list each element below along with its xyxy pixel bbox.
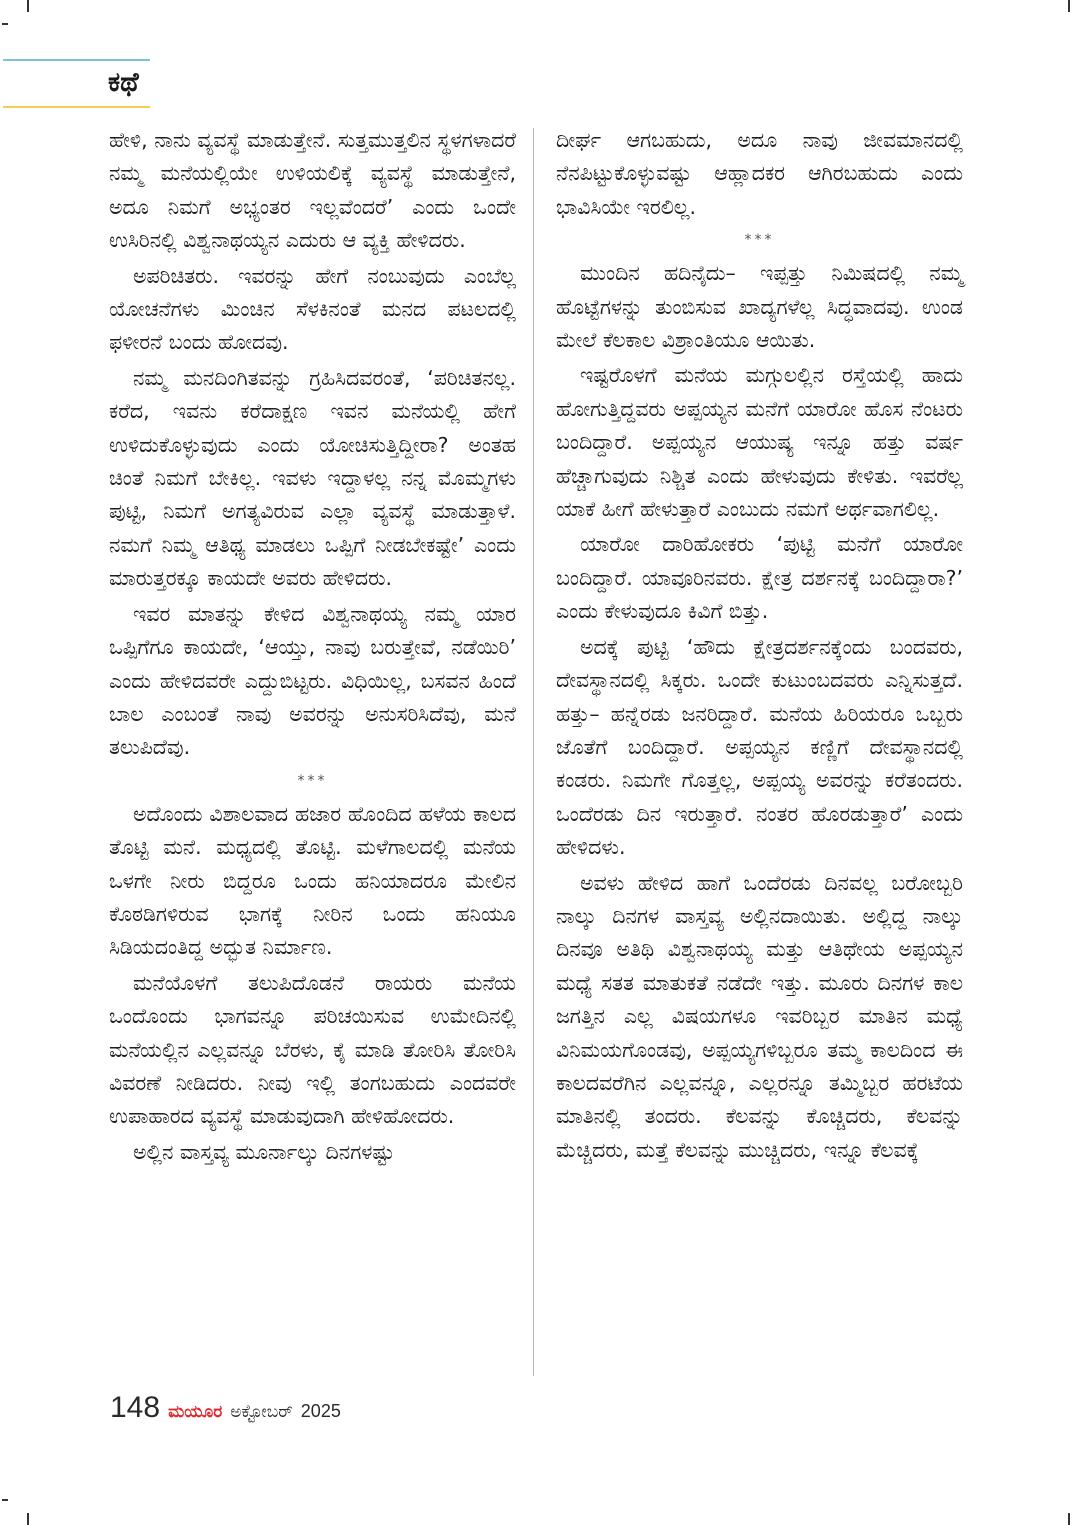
section-separator: ***: [744, 232, 775, 249]
article-paragraph: ನಮ್ಮ ಮನದಿಂಗಿತವನ್ನು ಗ್ರಹಿಸಿದವರಂತೆ, ‘ಪರಿಚಿತನಲ್ಲ. ಕರೆದ, ಇವನು ಕರೆದಾಕ್ಷಣ ಇವನ ಮನೆಯಲ್ಲಿ ಹೇಗೆ ಉಳಿದುಕೊಳ್ಳುವುದು ಎಂದು ಯೋಚಿಸುತ್ತಿದ್ದೀರಾ? ಅಂತಹ ಚಿಂತೆ ನಿಮಗೆ ಬೇಕಿಲ್ಲ. ಇವಳು ಇದ್ದಾಳಲ್ಲ ನನ್ನ ಮೊಮ್ಮಗಳು ಪುಟ್ಟಿ, ನಿಮಗೆ ಅಗತ್ಯವಿರುವ ಎಲ್ಲಾ ವ್ಯವಸ್ಥೆ ಮಾಡುತ್ತಾಳೆ. ನಮಗೆ ನಿಮ್ಮ ಆತಿಥ್ಯ ಮಾಡಲು ಒಪ್ಪಿಗೆ ನೀಡಬೇಕಷ್ಟೇ’ ಎಂದು ಮಾರುತ್ತರಕ್ಕೂ ಕಾಯದೇ ಅವರು ಹೇಳಿದರು.: [109, 365, 516, 591]
crop-mark-bottom-left: [27, 1513, 29, 1525]
page-footer: [110, 1391, 341, 1425]
article-paragraph: ಮುಂದಿನ ಹದಿನೈದು– ಇಪ್ಪತ್ತು ನಿಮಿಷದಲ್ಲಿ ನಮ್ಮ ಹೊಟ್ಟೆಗಳನ್ನು ತುಂಬಿಸುವ ಖಾದ್ಯಗಳೆಲ್ಲ ಸಿದ್ಧವಾದವು. ಉಂಡ ಮೇಲೆ ಕೆಲಕಾಲ ವಿಶ್ರಾಂತಿಯೂ ಆಯಿತು.: [556, 261, 963, 353]
article-column-right: [556, 124, 963, 1167]
article-column-left: [109, 124, 516, 1169]
article-paragraph: ಅದಕ್ಕೆ ಪುಟ್ಟಿ ‘ಹೌದು ಕ್ಷೇತ್ರದರ್ಶನಕ್ಕೆಂದು ಬಂದವರು, ದೇವಸ್ಥಾನದಲ್ಲಿ ಸಿಕ್ಕರು. ಒಂದೇ ಕುಟುಂಬದವರು ಎನ್ನಿಸುತ್ತದೆ. ಹತ್ತು– ಹನ್ನೆರಡು ಜನರಿದ್ದಾರೆ. ಮನೆಯ ಹಿರಿಯರೂ ಒಬ್ಬರು ಜೊತೆಗೆ ಬಂದಿದ್ದಾರೆ. ಅಪ್ಪಯ್ಯನ ಕಣ್ಣಿಗೆ ದೇವಸ್ಥಾನದಲ್ಲಿ ಕಂಡರು. ನಿಮಗೇ ಗೊತ್ತಲ್ಲ, ಅಪ್ಪಯ್ಯ ಅವರನ್ನು ಕರೆತಂದರು. ಒಂದೆರಡು ದಿನ ಇರುತ್ತಾರೆ. ನಂತರ ಹೊರಡುತ್ತಾರೆ’ ಎಂದು ಹೇಳಿದಳು.: [556, 634, 963, 860]
article-paragraph: ದೀರ್ಘ ಆಗಬಹುದು, ಅದೂ ನಾವು ಜೀವಮಾನದಲ್ಲಿ ನೆನಪಿಟ್ಟುಕೊಳ್ಳುವಷ್ಟು ಆಹ್ಲಾದಕರ ಆಗಿರಬಹುದು ಎಂದು ಭಾವಿಸಿಯೇ ಇರಲಿಲ್ಲ.: [556, 128, 963, 219]
issue-year: 2025: [300, 1401, 341, 1421]
crop-mark-left-upper: [2, 23, 8, 25]
article-paragraph: ಯಾರೋ ದಾರಿಹೋಕರು ‘ಪುಟ್ಟಿ ಮನೆಗೆ ಯಾರೋ ಬಂದಿದ್ದಾರೆ. ಯಾವೂರಿನವರು. ಕ್ಷೇತ್ರ ದರ್ಶನಕ್ಕೆ ಬಂದಿದ್ದಾರಾ?’ ಎಂದು ಕೇಳುವುದೂ ಕಿವಿಗೆ ಬಿತ್ತು.: [556, 532, 963, 624]
page-number: 148: [110, 1391, 161, 1424]
crop-mark-top-left: [27, 0, 29, 12]
article-paragraph: ಅವಳು ಹೇಳಿದ ಹಾಗೆ ಒಂದೆರಡು ದಿನವಲ್ಲ ಬರೋಬ್ಬರಿ ನಾಲ್ಕು ದಿನಗಳ ವಾಸ್ತವ್ಯ ಅಲ್ಲಿನದಾಯಿತು. ಅಲ್ಲಿದ್ದ ನಾಲ್ಕು ದಿನವೂ ಅತಿಥಿ ವಿಶ್ವನಾಥಯ್ಯ ಮತ್ತು ಆತಿಥೇಯ ಅಪ್ಪಯ್ಯನ ಮಧ್ಯೆ ಸತತ ಮಾತುಕತೆ ನಡೆದೇ ಇತ್ತು. ಮೂರು ದಿನಗಳ ಕಾಲ ಜಗತ್ತಿನ ಎಲ್ಲ ವಿಷಯಗಳೂ ಇವರಿಬ್ಬರ ಮಾತಿನ ಮಧ್ಯೆ ವಿನಿಮಯಗೊಂಡವು, ಅಪ್ಪಯ್ಯಗಳಿಬ್ಬರೂ ತಮ್ಮ ಕಾಲದಿಂದ ಈ ಕಾಲದವರೆಗಿನ ಎಲ್ಲವನ್ನೂ, ಎಲ್ಲರನ್ನೂ ತಮ್ಮಿಬ್ಬರ ಹರಟೆಯ ಮಾತಿನಲ್ಲಿ ತಂದರು. ಕೆಲವನ್ನು ಕೊಚ್ಚಿದರು, ಕೆಲವನ್ನು ಮೆಚ್ಚಿದರು, ಮತ್ತೆ ಕೆಲವನ್ನು ಮುಚ್ಚಿದರು, ಇನ್ನೂ ಕೆಲವಕ್ಕೆ: [556, 870, 963, 1162]
article-paragraph: ಇವರ ಮಾತನ್ನು ಕೇಳಿದ ವಿಶ್ವನಾಥಯ್ಯ ನಮ್ಮ ಯಾರ ಒಪ್ಪಿಗೆಗೂ ಕಾಯದೇ, ‘ಆಯ್ತು, ನಾವು ಬರುತ್ತೇವೆ, ನಡೆಯಿರಿ’ ಎಂದು ಹೇಳಿದವರೇ ಎದ್ದುಬಿಟ್ಟರು. ವಿಧಿಯಿಲ್ಲ, ಬಸವನ ಹಿಂದೆ ಬಾಲ ಎಂಬಂತೆ ನಾವು ಅವರನ್ನು ಅನುಸರಿಸಿದೆವು, ಮನೆ ತಲುಪಿದೆವು.: [109, 601, 516, 760]
section-title: ಕಥೆ: [108, 67, 139, 98]
crop-mark-left-lower: [2, 1499, 8, 1501]
article-paragraph: ಹೇಳಿ, ನಾನು ವ್ಯವಸ್ಥೆ ಮಾಡುತ್ತೇನೆ. ಸುತ್ತಮುತ್ತಲಿನ ಸ್ಥಳಗಳಾದರೆ ನಮ್ಮ ಮನೆಯಲ್ಲಿಯೇ ಉಳಿಯಲಿಕ್ಕೆ ವ್ಯವಸ್ಥೆ ಮಾಡುತ್ತೇನೆ, ಅದೂ ನಿಮಗೆ ಅಭ್ಯಂತರ ಇಲ್ಲವೆಂದರೆ’ ಎಂದು ಒಂದೇ ಉಸಿರಿನಲ್ಲಿ ವಿಶ್ವನಾಥಯ್ಯನ ಎದುರು ಆ ವ್ಯಕ್ತಿ ಹೇಳಿದರು.: [109, 128, 516, 253]
article-paragraph: ಅದೊಂದು ವಿಶಾಲವಾದ ಹಜಾರ ಹೊಂದಿದ ಹಳೆಯ ಕಾಲದ ತೊಟ್ಟಿ ಮನೆ. ಮಧ್ಯದಲ್ಲಿ ತೊಟ್ಟಿ. ಮಳೆಗಾಲದಲ್ಲಿ ಮನೆಯ ಒಳಗೇ ನೀರು ಬಿದ್ದರೂ ಒಂದು ಹನಿಯಾದರೂ ಮೇಲಿನ ಕೊಠಡಿಗಳಿರುವ ಭಾಗಕ್ಕೆ ನೀರಿನ ಒಂದು ಹನಿಯೂ ಸಿಡಿಯದಂತಿದ್ದ ಅದ್ಭುತ ನಿರ್ಮಾಣ.: [109, 801, 516, 960]
issue-month: ಅಕ್ಟೋಬರ್: [230, 1402, 293, 1422]
magazine-logo: ಮಯೂರ: [168, 1402, 223, 1422]
section-header-top-rule: [3, 59, 150, 61]
article-paragraph: ಇಷ್ಟರೊಳಗೆ ಮನೆಯ ಮಗ್ಗುಲಲ್ಲಿನ ರಸ್ತೆಯಲ್ಲಿ ಹಾದು ಹೋಗುತ್ತಿದ್ದವರು ಅಪ್ಪಯ್ಯನ ಮನೆಗೆ ಯಾರೋ ಹೊಸ ನೆಂಟರು ಬಂದಿದ್ದಾರೆ. ಅಪ್ಪಯ್ಯನ ಆಯುಷ್ಯ ಇನ್ನೂ ಹತ್ತು ವರ್ಷ ಹೆಚ್ಚಾಗುವುದು ನಿಶ್ಚಿತ ಎಂದು ಹೇಳುವುದು ಕೇಳಿತು. ಇವರೆಲ್ಲ ಯಾಕೆ ಹೀಗೆ ಹೇಳುತ್ತಾರೆ ಎಂಬುದು ನಮಗೆ ಅರ್ಥವಾಗಲಿಲ್ಲ.: [556, 363, 963, 522]
article-paragraph: ಮನೆಯೊಳಗೆ ತಲುಪಿದೊಡನೆ ರಾಯರು ಮನೆಯ ಒಂದೊಂದು ಭಾಗವನ್ನೂ ಪರಿಚಯಿಸುವ ಉಮೇದಿನಲ್ಲಿ ಮನೆಯಲ್ಲಿನ ಎಲ್ಲವನ್ನೂ ಬೆರಳು, ಕೈ ಮಾಡಿ ತೋರಿಸಿ ತೋರಿಸಿ ವಿವರಣೆ ನೀಡಿದರು. ನೀವು ಇಲ್ಲಿ ತಂಗಬಹುದು ಎಂದವರೇ ಉಪಾಹಾರದ ವ್ಯವಸ್ಥೆ ಮಾಡುವುದಾಗಿ ಹೇಳಿಹೋದರು.: [109, 970, 516, 1129]
article-paragraph: ಅಪರಿಚಿತರು. ಇವರನ್ನು ಹೇಗೆ ನಂಬುವುದು ಎಂಬೆಲ್ಲ ಯೋಚನೆಗಳು ಮಿಂಚಿನ ಸೆಳಕಿನಂತೆ ಮನದ ಪಟಲದಲ್ಲಿ ಫಳೀರನೆ ಬಂದು ಹೋದವು.: [109, 263, 516, 355]
section-separator: ***: [297, 772, 328, 789]
column-divider: [533, 128, 534, 1376]
article-paragraph: ಅಲ್ಲಿನ ವಾಸ್ತವ್ಯ ಮೂರ್ನಾಲ್ಕು ದಿನಗಳಷ್ಟು: [133, 1139, 395, 1164]
crop-mark-bottom-right: [1068, 1513, 1070, 1525]
section-header-bottom-rule: [3, 106, 150, 108]
crop-mark-top-right: [1068, 0, 1070, 12]
